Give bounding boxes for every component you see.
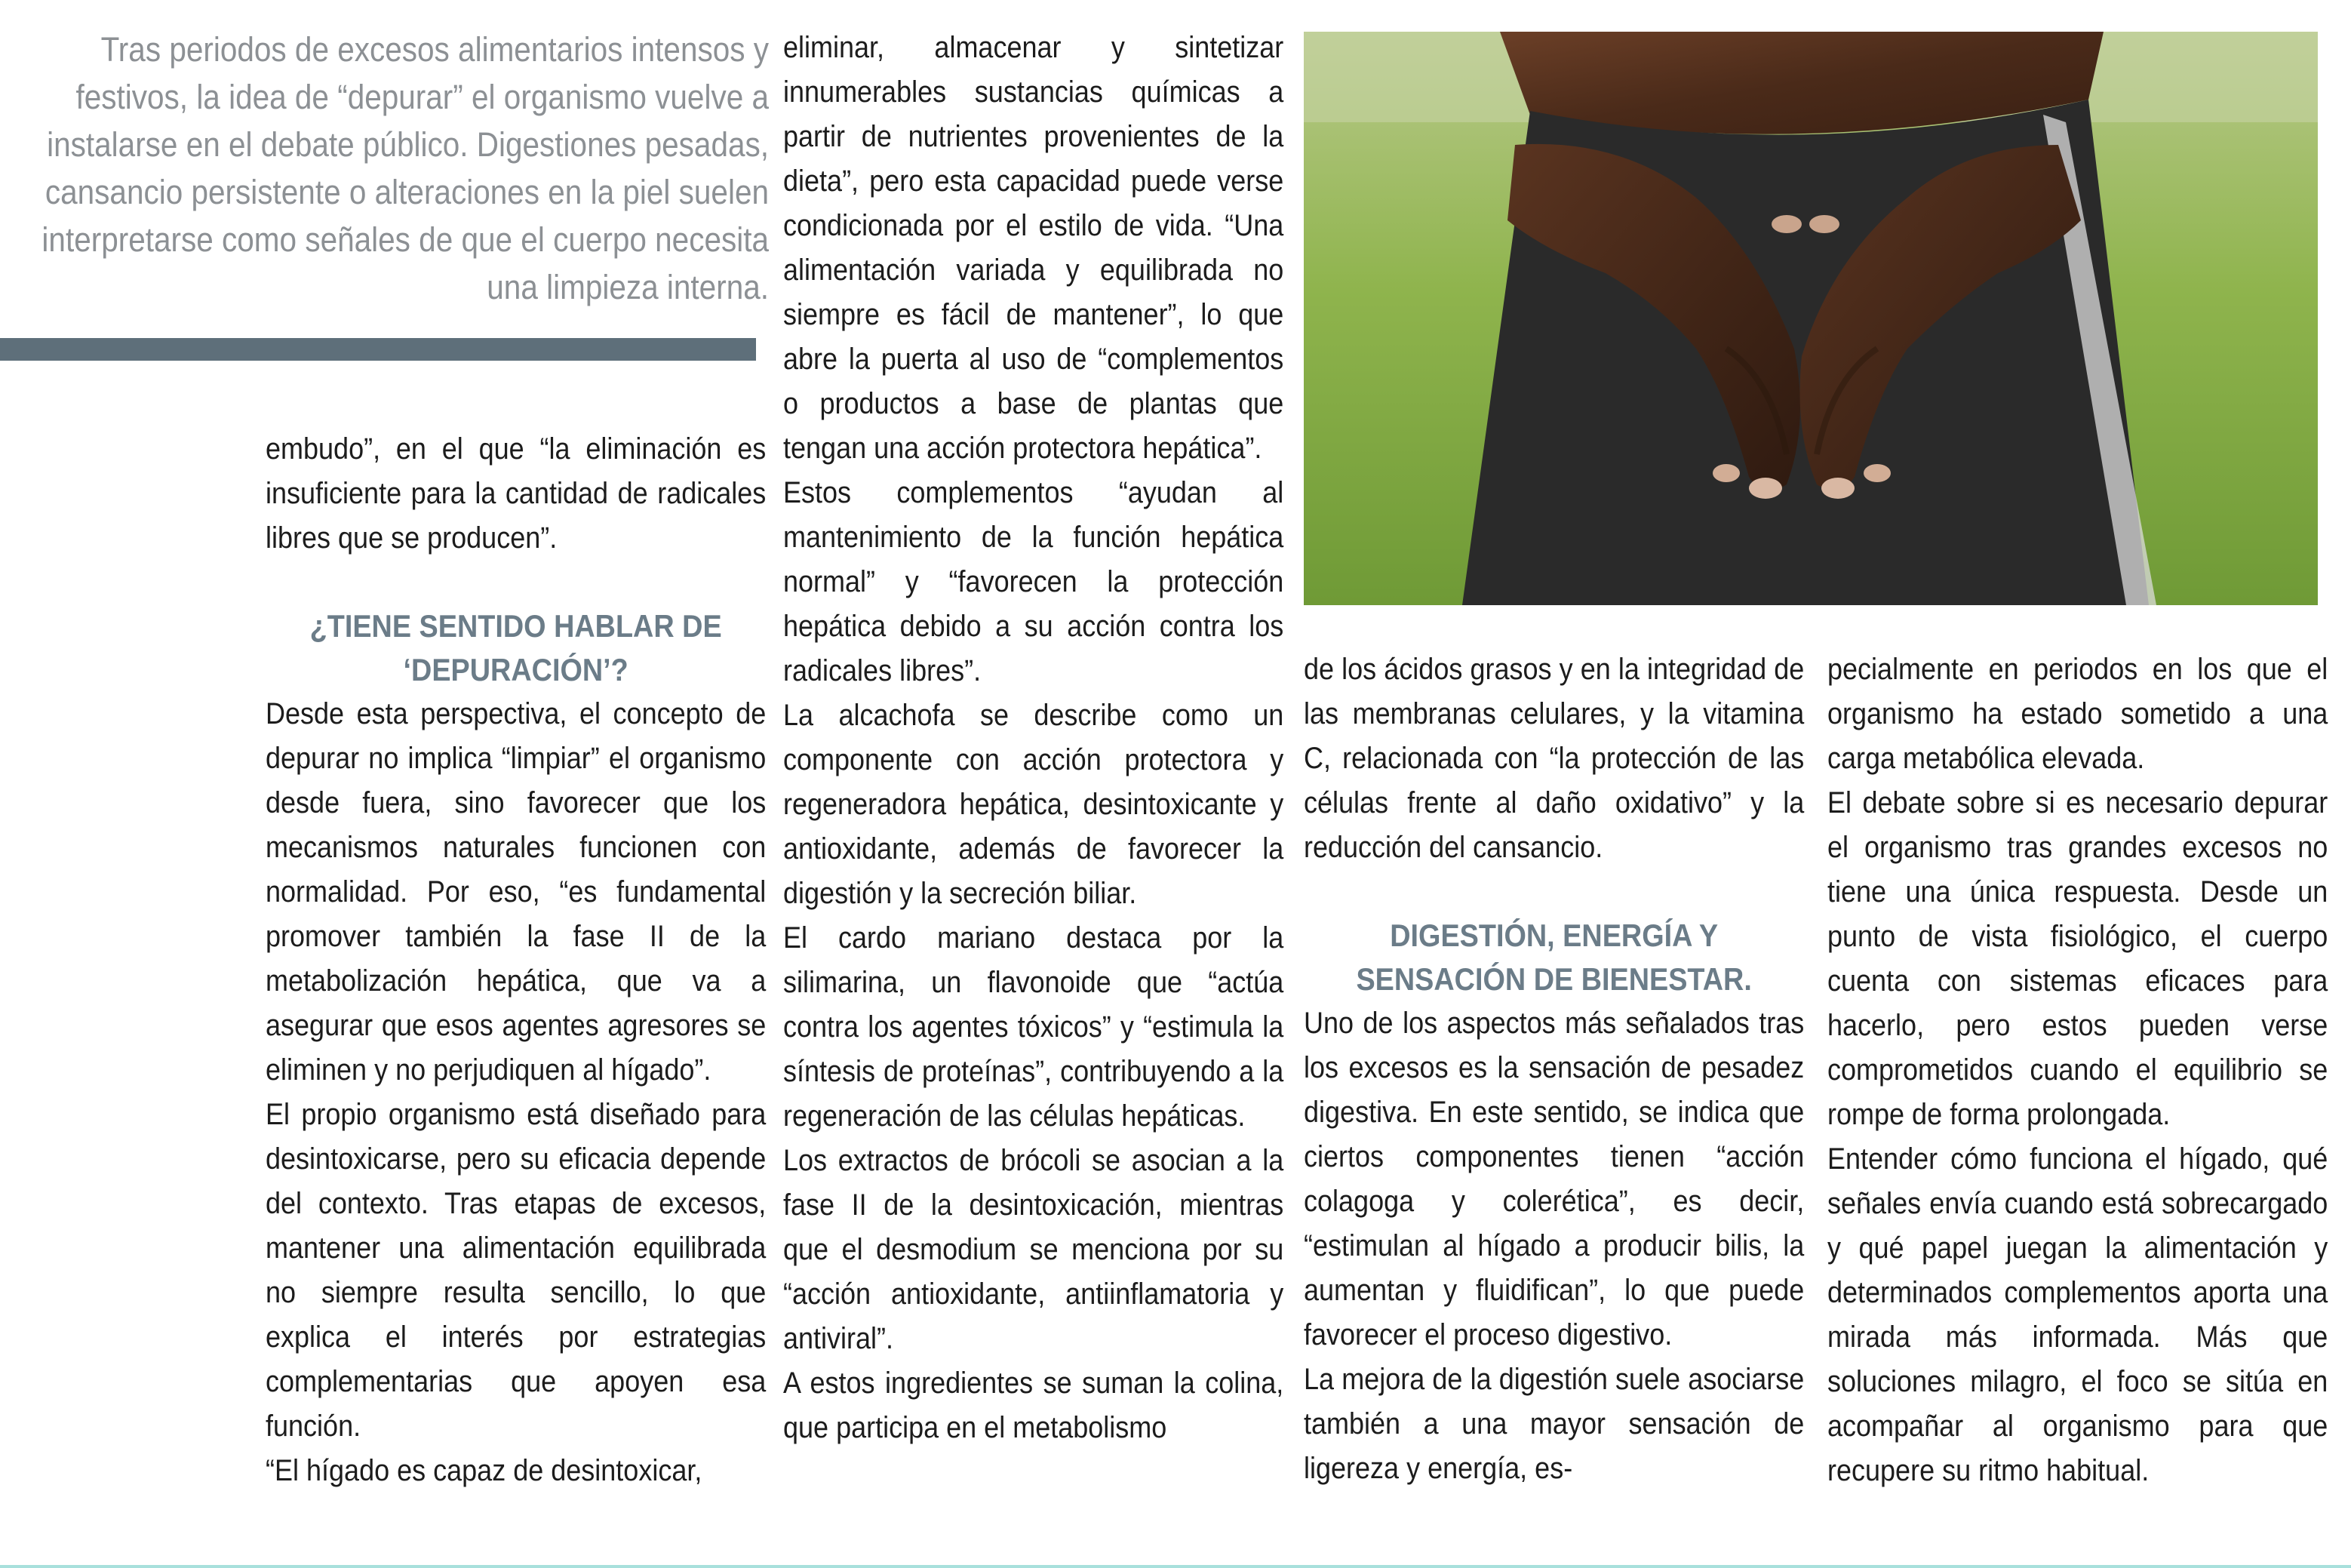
subhead-spacer	[1304, 870, 1804, 914]
col1-paragraph-2: Desde esta perspectiva, el concepto de depurar no implica “limpiar” el organismo desde fuera, sino favorecer que los mecanismos naturales funcionen con normalidad. Por eso, “es fundamental promover también la fase II de la metabolización hepática, que va a asegurar que esos agentes agresores se eliminen y no perjudiquen al hígado”.	[266, 697, 767, 1087]
col4-paragraph-3: Entender cómo funciona el hígado, qué señales envía cuando está sobrecargado y qué papel juegan la alimentación y determinados complementos aporta una mirada más informada. Más que soluciones milagro, el foco se sitúa en acompañar al organismo para que recupere su ritmo habitual.	[1827, 1142, 2328, 1487]
lead-divider-bar	[0, 338, 756, 361]
col1-paragraph-1: embudo”, en el que “la eliminación es insuficiente para la cantidad de radicales libres que se producen”.	[266, 432, 767, 555]
subhead-digestion-line-1: DIGESTIÓN, ENERGÍA Y	[1390, 918, 1719, 953]
photo-illustration	[1304, 32, 2318, 605]
col3-paragraph-2: Uno de los aspectos más señalados tras los excesos es la sensación de pesadez digestiva. En este sentido, se indica que ciertos componentes tienen “acción colagoga y colerética”, es decir, “estimulan al hígado a producir bilis, la aumentan y fluidifican”, lo que puede favorecer el proceso digestivo.	[1304, 1007, 1805, 1351]
col4-paragraph-2: El debate sobre si es necesario depurar el organismo tras grandes excesos no tiene una única respuesta. Desde un punto de vista fisiológico, el cuerpo cuenta con sistemas eficaces para hacerlo, pero estos pueden verse comprometidos cuando el equilibrio se rompe de forma prolongada.	[1827, 786, 2328, 1131]
text-column-1	[266, 427, 766, 1493]
subhead-depuracion-line-1: ¿TIENE SENTIDO HABLAR DE	[309, 608, 722, 644]
col2-paragraph-2: Estos complementos “ayudan al mantenimiento de la función hepática normal” y “favorecen la protección hepática debido a su acción contra los radicales libres”.	[783, 476, 1284, 687]
subhead-depuracion-line-2: ‘DEPURACIÓN’?	[403, 652, 628, 687]
col3-paragraph-1: de los ácidos grasos y en la integridad de las membranas celulares, y la vitamina C, relacionada con “la protección de las células frente al daño oxidativo” y la reducción del cansancio.	[1304, 653, 1805, 864]
subhead-digestion-line-2: SENSACIÓN DE BIENESTAR.	[1356, 961, 1752, 997]
text-column-2	[783, 26, 1283, 1450]
col2-paragraph-1: eliminar, almacenar y sintetizar innumerables sustancias químicas a partir de nutrientes provenientes de la dieta”, pero esta capacidad puede verse condicionada por el estilo de vida. “Una alimentación variada y equilibrada no siempre es fácil de mantener”, lo que abre la puerta al uso de “complementos o productos a base de plantas que tengan una acción protectora hepática”.	[783, 31, 1284, 465]
article-photo-hands-heart-on-belly	[1304, 32, 2318, 605]
col1-paragraph-4: “El hígado es capaz de desintoxicar,	[266, 1454, 702, 1487]
col1-paragraph-3: El propio organismo está diseñado para desintoxicarse, pero su eficacia depende del contexto. Tras etapas de excesos, mantener una alimentación equilibrada no siempre resulta sencillo, lo que explica el interés por estrategias complementarias que apoyen esa función.	[266, 1098, 767, 1443]
col3-paragraph-3: La mejora de la digestión suele asociarse también a una mayor sensación de ligereza y energía, es-	[1304, 1363, 1805, 1485]
col2-paragraph-5: Los extractos de brócoli se asocian a la fase II de la desintoxicación, mientras que el desmodium se menciona por su “acción antioxidante, antiinflamatoria y antiviral”.	[783, 1144, 1284, 1355]
subhead-spacer	[266, 561, 766, 604]
text-column-3	[1304, 647, 1804, 1491]
text-column-4	[1827, 647, 2328, 1493]
col2-paragraph-4: El cardo mariano destaca por la silimarina, un flavonoide que “actúa contra los agentes tóxicos” y “estimula la síntesis de proteínas”, contribuyendo a la regeneración de las células hepáticas.	[783, 921, 1284, 1133]
page-bottom-rule	[0, 1565, 2351, 1568]
col2-paragraph-3: La alcachofa se describe como un componente con acción protectora y regeneradora hepática, desintoxicante y antioxidante, además de favorecer la digestión y la secreción biliar.	[783, 699, 1284, 910]
col2-paragraph-6: A estos ingredientes se suman la colina, que participa en el metabolismo	[783, 1367, 1284, 1444]
col4-paragraph-1: pecialmente en periodos en los que el organismo ha estado sometido a una carga metabólica elevada.	[1827, 653, 2328, 775]
lead-paragraph: Tras periodos de excesos alimentarios intensos y festivos, la idea de “depurar” el organismo vuelve a instalarse en el debate público. Digestiones pesadas, cansancio persistente o alteraciones en la piel suelen interpretarse como señales de que el cuerpo necesita una limpieza interna.	[41, 30, 770, 306]
